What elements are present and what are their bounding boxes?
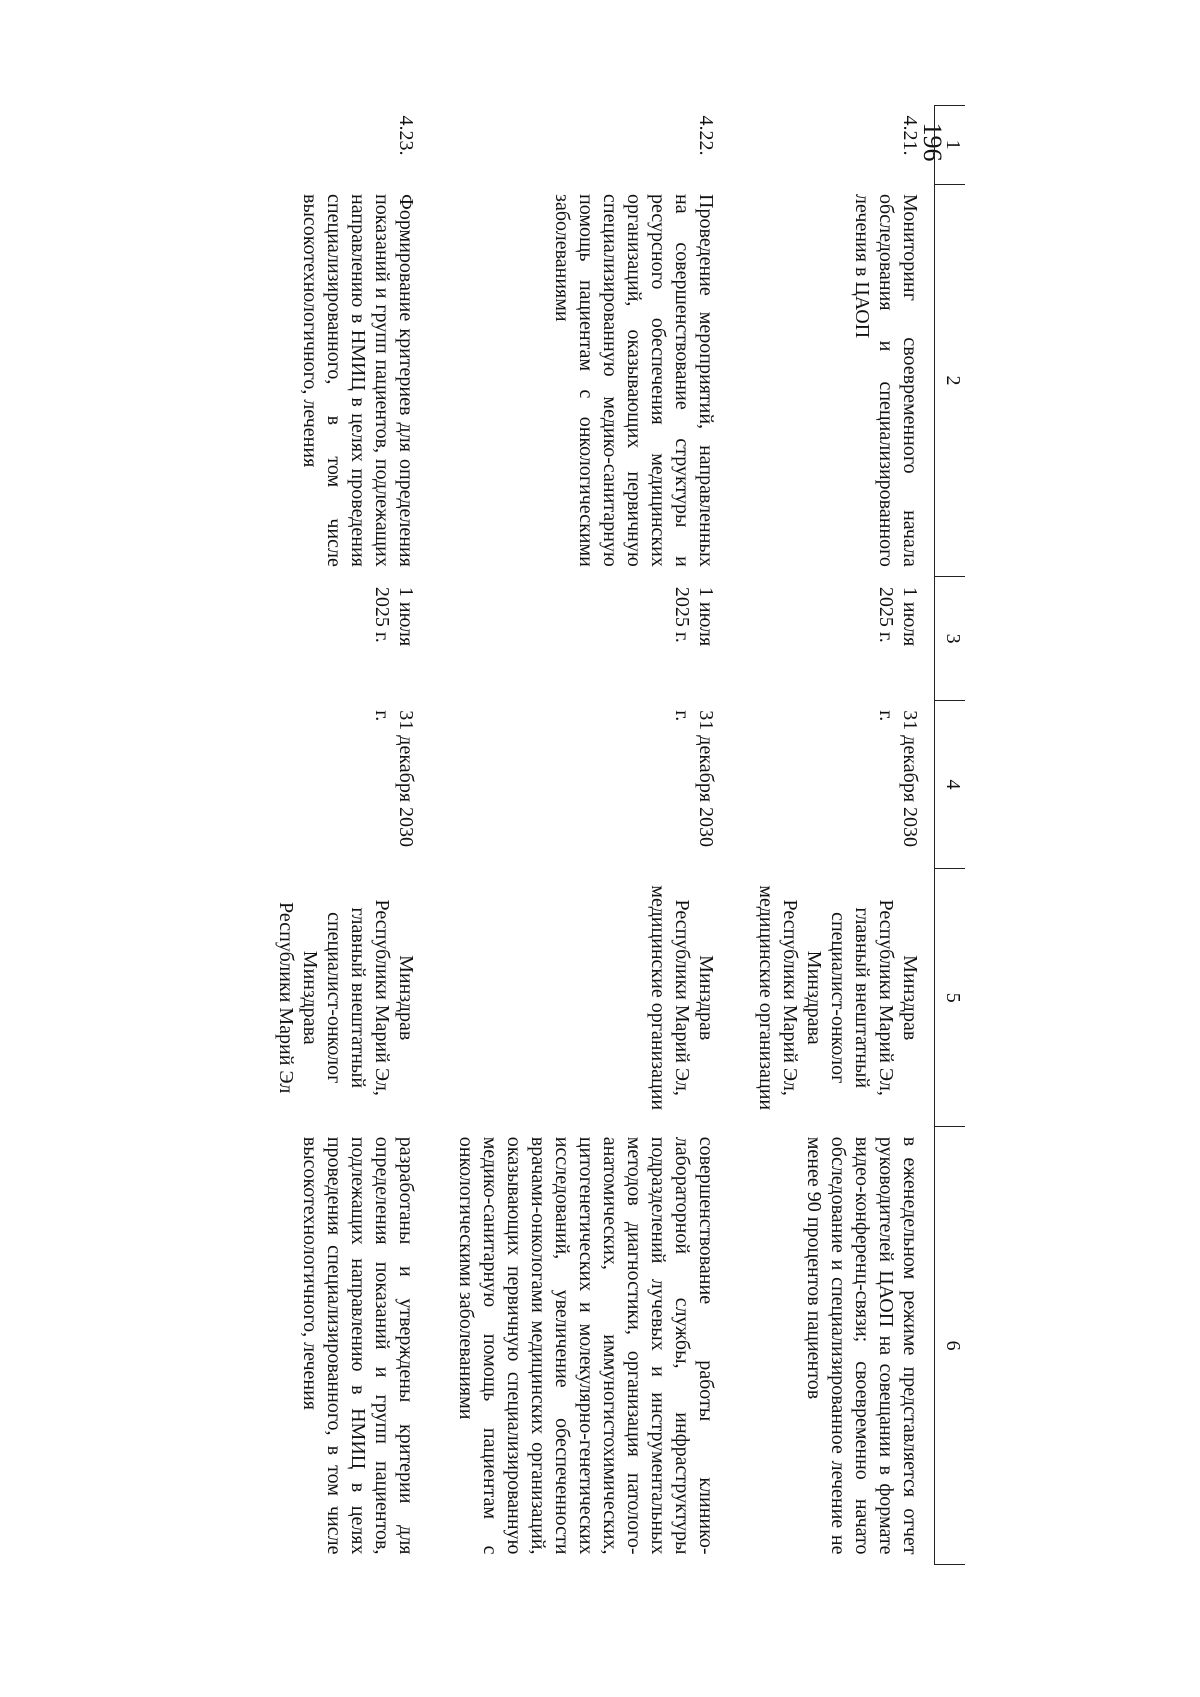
- responsible-line: Республики Марий Эл,: [779, 899, 801, 1096]
- rotated-page-content: [225, 105, 965, 1565]
- column-header-3: 3: [935, 577, 966, 700]
- page-number: 196: [918, 122, 947, 162]
- column-header-4: 4: [935, 700, 966, 868]
- responsible-line: специалист-онколог: [323, 912, 345, 1084]
- measure-text: Проведение мероприятий, направленных на совершенствование структуры и ресурсного обеспечения медицинских организаций, оказывающих первичную специализированную медико-санитарную помощь пациентам с онкологическими заболеваниями: [551, 194, 717, 567]
- start-date: 1 июля 2025 г.: [371, 586, 417, 647]
- row-number: 4.22.: [695, 115, 717, 156]
- responsible-line: специалист-онколог: [827, 912, 849, 1084]
- expected-result: совершенствование работы клинико-лабораторной службы, инфраструктуры подразделений лучевых и инструментальных методов диагностики, организация патолого-анатомических, иммуногистохимических, цитогенетических и молекулярно-генетических исследований, увеличение обеспеченности врачами-онкологами медицинских организаций, оказывающих первичную специализированную медико-санитарную помощь пациентам с онкологическими заболеваниями: [455, 1136, 717, 1555]
- responsible-line: Минздрав: [899, 955, 921, 1041]
- responsible-line: Республики Марий Эл: [275, 902, 297, 1094]
- responsible-line: Минздрав: [395, 955, 417, 1041]
- measure-text: Мониторинг своевременного начала обследования и специализированного лечения в ЦАОП: [851, 194, 921, 567]
- expected-result: в еженедельном режиме представляется отчет руководителей ЦАОП на совещании в формате видео-конференц-связи; своевременно начато обследование и специализированное лечение не менее 90 процентов пациентов: [803, 1136, 921, 1555]
- responsible-executors: [250, 869, 430, 1127]
- column-header-6: 6: [935, 1127, 966, 1565]
- responsible-executors: [430, 869, 730, 1127]
- expected-result: разработаны и утверждены критерии для определения показаний и групп пациентов, подлежащих направлению в НМИЦ в целях проведения специализированного, в том числе высокотехнологичного, лечения: [299, 1136, 417, 1555]
- responsible-line: медицинские организации: [647, 885, 669, 1111]
- table-row: [730, 106, 935, 1565]
- responsible-line: медицинские организации: [755, 885, 777, 1111]
- table-row: [430, 106, 730, 1565]
- responsible-line: Республики Марий Эл,: [671, 899, 693, 1096]
- responsible-line: Минздрава: [803, 950, 825, 1045]
- row-number: 4.23.: [395, 115, 417, 156]
- end-date: 31 декабря 2030 г.: [371, 710, 417, 848]
- end-date: 31 декабря 2030 г.: [671, 710, 717, 848]
- responsible-line: Минздрава: [299, 950, 321, 1045]
- start-date: 1 июля 2025 г.: [875, 586, 921, 647]
- responsible-line: главный внештатный: [347, 907, 369, 1089]
- responsible-line: Минздрав: [695, 955, 717, 1041]
- responsible-line: главный внештатный: [851, 907, 873, 1089]
- plan-table: [250, 105, 965, 1565]
- table-header: [935, 106, 966, 1565]
- responsible-line: Республики Марий Эл,: [875, 899, 897, 1096]
- measure-text: Формирование критериев для определения показаний и групп пациентов, подлежащих направлению в НМИЦ в целях проведения специализированного, в том числе высокотехнологичного, лечения: [299, 194, 417, 567]
- end-date: 31 декабря 2030 г.: [875, 710, 921, 848]
- column-header-2: 2: [935, 184, 966, 577]
- start-date: 1 июля 2025 г.: [671, 586, 717, 647]
- column-header-5: 5: [935, 869, 966, 1127]
- column-header-1: 1: [935, 106, 966, 185]
- responsible-executors: [730, 869, 935, 1127]
- table-row: [250, 106, 430, 1565]
- row-number: 4.21.: [899, 115, 921, 156]
- responsible-line: Республики Марий Эл,: [371, 899, 393, 1096]
